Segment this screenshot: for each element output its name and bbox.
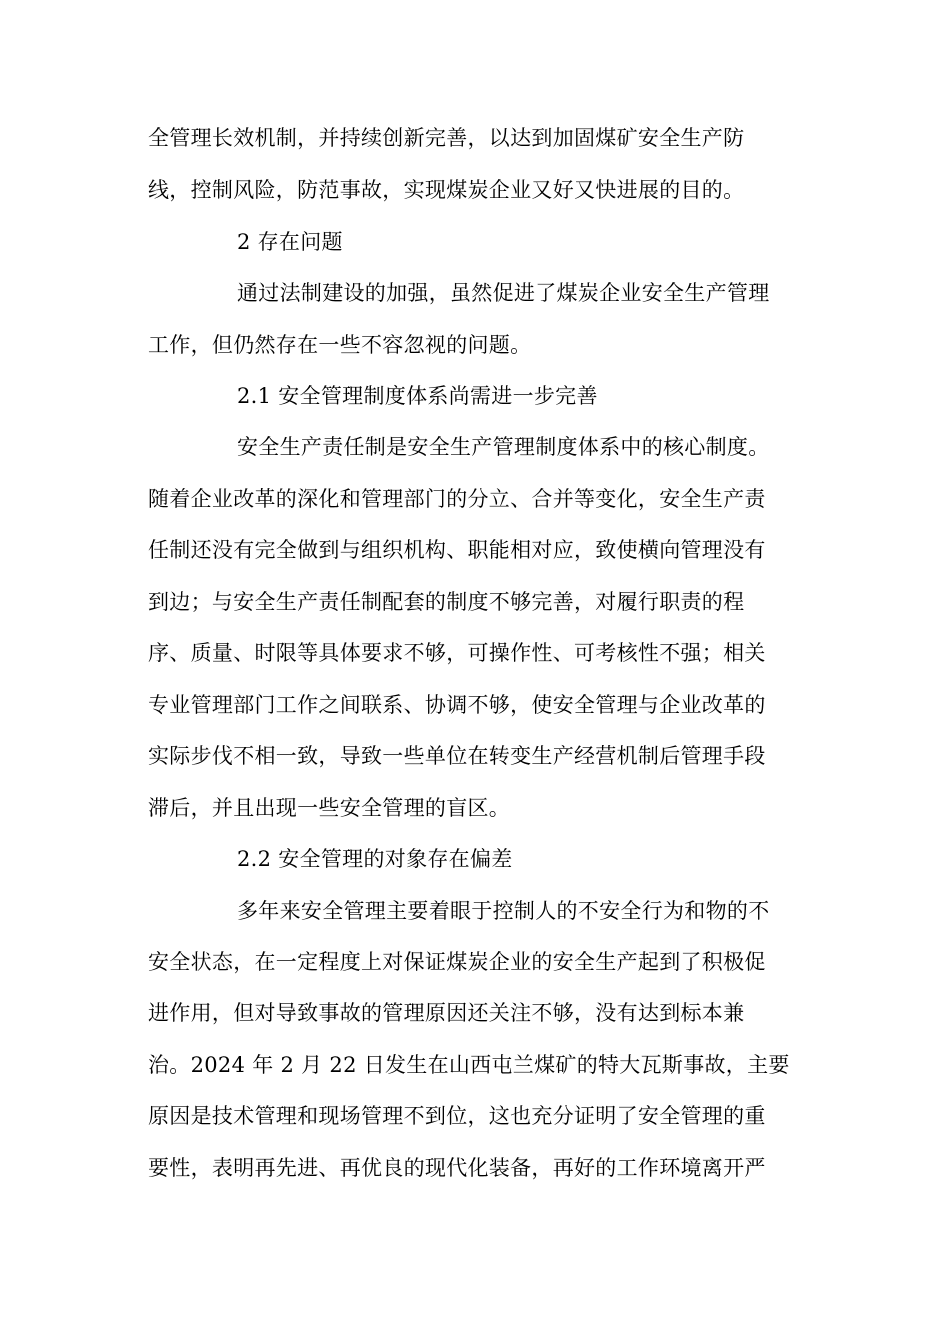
paragraph-line: 多年来安全管理主要着眼于控制人的不安全行为和物的不: [237, 899, 770, 923]
section-heading: 2 存在问题: [237, 230, 343, 254]
subsection-heading: 2.2 安全管理的对象存在偏差: [237, 847, 513, 871]
paragraph-line: 全管理长效机制，并持续创新完善，以达到加固煤矿安全生产防: [148, 126, 745, 150]
paragraph-line: 安全状态，在一定程度上对保证煤炭企业的安全生产起到了积极促: [148, 950, 766, 974]
paragraph-line: 随着企业改革的深化和管理部门的分立、合并等变化，安全生产责: [148, 487, 766, 511]
paragraph-line: 实际步伐不相一致，导致一些单位在转变生产经营机制后管理手段: [148, 744, 766, 768]
paragraph-line: 滞后，并且出现一些安全管理的盲区。: [148, 796, 511, 820]
paragraph-line: 安全生产责任制是安全生产管理制度体系中的核心制度。: [237, 435, 770, 459]
paragraph-line: 治。2024 年 2 月 22 日发生在山西屯兰煤矿的特大瓦斯事故，主要: [148, 1053, 790, 1077]
paragraph-line: 线，控制风险，防范事故，实现煤炭企业又好又快进展的目的。: [148, 178, 745, 202]
paragraph-line: 要性，表明再先进、再优良的现代化装备，再好的工作环境离开严: [148, 1156, 766, 1180]
paragraph-line: 任制还没有完全做到与组织机构、职能相对应，致使横向管理没有: [148, 538, 766, 562]
paragraph-line: 序、质量、时限等具体要求不够，可操作性、可考核性不强；相关: [148, 641, 766, 665]
paragraph-line: 进作用，但对导致事故的管理原因还关注不够，没有达到标本兼: [148, 1001, 745, 1025]
paragraph-line: 通过法制建设的加强，虽然促进了煤炭企业安全生产管理: [237, 281, 770, 305]
paragraph-line: 工作，但仍然存在一些不容忽视的问题。: [148, 333, 532, 357]
paragraph-line: 到边；与安全生产责任制配套的制度不够完善，对履行职责的程: [148, 590, 745, 614]
subsection-heading: 2.1 安全管理制度体系尚需进一步完善: [237, 384, 598, 408]
paragraph-line: 原因是技术管理和现场管理不到位，这也充分证明了安全管理的重: [148, 1104, 766, 1128]
paragraph-line: 专业管理部门工作之间联系、协调不够，使安全管理与企业改革的: [148, 693, 766, 717]
